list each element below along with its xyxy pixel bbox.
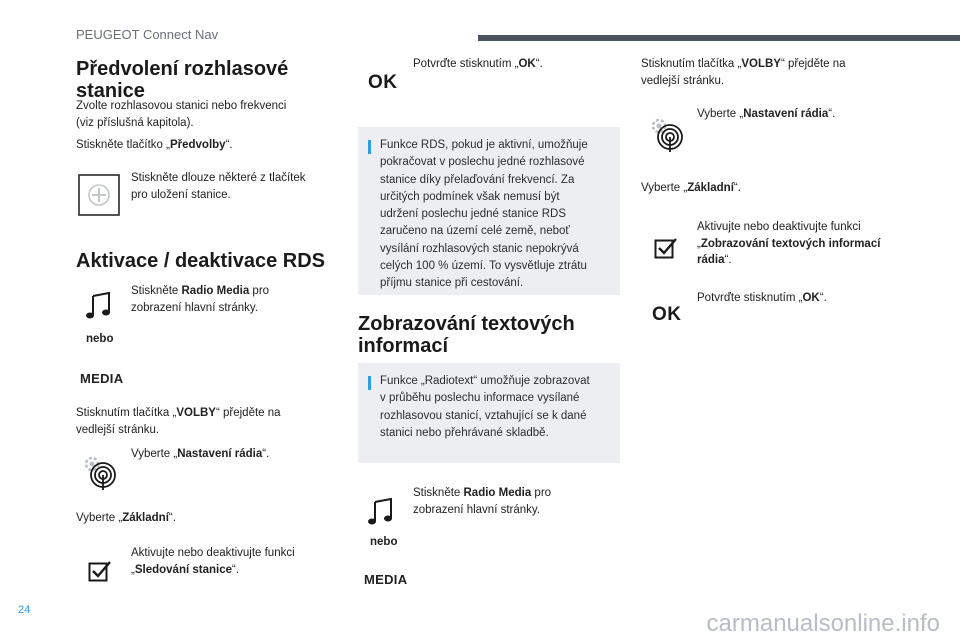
- step-confirm-ok-2: Potvrďte stisknutím „OK“.: [697, 292, 827, 304]
- page-number: 24: [18, 604, 31, 616]
- header-title: PEUGEOT Connect Nav: [76, 27, 219, 42]
- media-button-label: MEDIA: [364, 572, 408, 587]
- paragraph-volby-2: Stisknutím tlačítka „VOLBY“ přejděte na vedlejší stránku.: [641, 58, 846, 87]
- header-bar: [478, 35, 960, 41]
- note-rds: [358, 127, 620, 295]
- settings-radio-icon: [647, 114, 687, 154]
- step-radio-settings-2: Vyberte „Nastavení rádia“.: [697, 108, 836, 120]
- step-text-info: Aktivujte nebo deaktivujte funkci „Zobrazování textových informací rádia“.: [697, 221, 881, 266]
- info-icon: [368, 376, 371, 390]
- section-title-rds: Aktivace / deaktivace RDS: [76, 250, 326, 272]
- note-rds-text: Funkce RDS, pokud je aktivní, umožňuje pokračovat v poslechu jedné rozhlasové stanice díky přelaďování frekvencí. Za určitých podmínek však nemusí být udržení poslechu jedné stanice RDS zaručeno na území celé země, neboť vysílání rozhlasových stanic nepokrývá celých 100 % území. To vysvětluje ztrátu příjmu stanice při cestování.: [380, 139, 588, 290]
- info-icon: [368, 140, 371, 154]
- plus-button-icon: [78, 174, 120, 216]
- step-radio-settings: Vyberte „Nastavení rádia“.: [131, 448, 270, 460]
- music-note-icon: [367, 496, 395, 526]
- section-title-radiotext: Zobrazování textových informací: [358, 313, 575, 357]
- paragraph-select-station: Zvolte rozhlasovou stanici nebo frekvenci (viz příslušná kapitola).: [76, 100, 287, 129]
- paragraph-basic: Vyberte „Základní“.: [76, 512, 176, 524]
- settings-radio-icon: [80, 452, 120, 492]
- step-confirm-ok: Potvrďte stisknutím „OK“.: [413, 58, 543, 70]
- media-button-label: MEDIA: [80, 371, 124, 386]
- checkbox-icon: [654, 236, 678, 260]
- section-title-preset: Předvolení rozhlasové stanice: [76, 58, 289, 102]
- checkbox-icon: [88, 559, 112, 583]
- paragraph-volby: Stisknutím tlačítka „VOLBY“ přejděte na vedlejší stránku.: [76, 407, 281, 436]
- step-radio-media: Stiskněte Radio Media pro zobrazení hlavní stránky.: [131, 285, 270, 314]
- step-long-press: Stiskněte dlouze některé z tlačítek pro uložení stanice.: [131, 172, 306, 201]
- note-radiotext: [358, 363, 620, 463]
- step-radio-media-2: Stiskněte Radio Media pro zobrazení hlavní stránky.: [413, 487, 552, 516]
- step-station-tracking: Aktivujte nebo deaktivujte funkci „Sledování stanice“.: [131, 547, 295, 576]
- note-radiotext-text: Funkce „Radiotext“ umožňuje zobrazovat v průběhu poslechu informace vysílané rozhlasovou stanicí, vztahující se k dané stanici nebo přehrávané skladbě.: [380, 375, 590, 439]
- ok-icon: OK: [652, 304, 682, 325]
- or-label: nebo: [370, 536, 398, 548]
- or-label: nebo: [86, 333, 114, 345]
- ok-icon: OK: [368, 72, 398, 93]
- paragraph-press-presets: Stiskněte tlačítko „Předvolby“.: [76, 139, 233, 151]
- watermark: carmanualsonline.info: [706, 610, 940, 637]
- music-note-icon: [85, 290, 113, 320]
- paragraph-basic-2: Vyberte „Základní“.: [641, 182, 741, 194]
